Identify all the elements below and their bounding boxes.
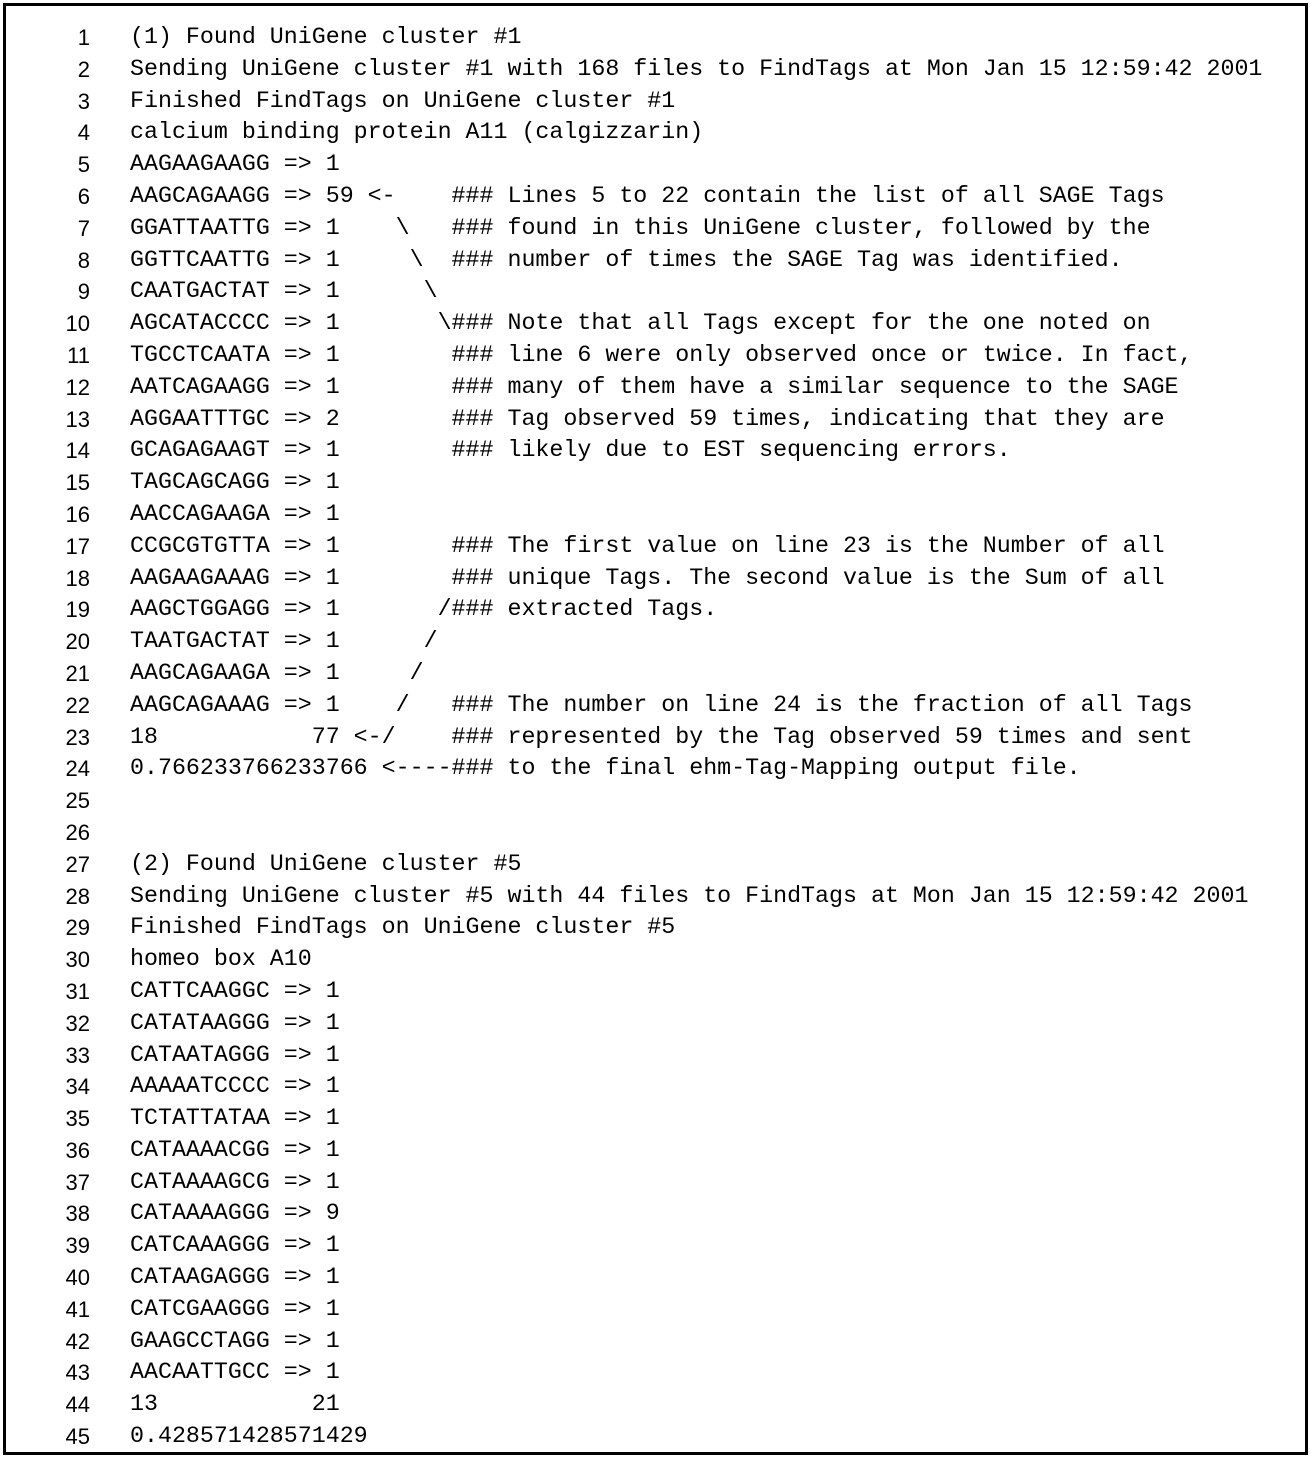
listing-line [6,1135,1305,1167]
line-number: 11 [67,342,90,368]
listing-line [6,245,1305,277]
listing-line [6,626,1305,658]
line-text: AACAATTGCC => 1 [130,1359,340,1386]
line-number: 17 [65,533,90,559]
line-number: 22 [65,692,90,718]
listing-line [6,1357,1305,1389]
line-number: 25 [65,788,90,814]
line-number: 7 [77,215,90,241]
line-text: GGTTCAATTG => 1 \ ### number of times the SAGE Tag was identified. [130,246,1123,273]
line-text: Finished FindTags on UniGene cluster #1 [130,87,676,114]
line-text: 0.428571428571429 [130,1423,368,1450]
line-number: 4 [77,120,90,146]
line-number: 34 [65,1074,90,1100]
line-number: 18 [65,565,90,591]
listing-line [6,276,1305,308]
listing-line [6,1421,1305,1453]
line-number: 39 [65,1233,90,1259]
line-number: 21 [65,660,90,686]
line-text: CATATAAGGG => 1 [130,1009,340,1036]
line-text: AAGCAGAAAG => 1 / ### The number on line 24 is the fraction of all Tags [130,691,1193,718]
listing-line [6,817,1305,849]
listing-line [6,1262,1305,1294]
line-number: 28 [65,883,90,909]
listing-line [6,881,1305,913]
listing-line [6,944,1305,976]
line-number: 37 [65,1169,90,1195]
listing-line [6,1167,1305,1199]
line-text: 18 77 <-/ ### represented by the Tag observed 59 times and sent [130,723,1193,750]
line-text: AAGCTGGAGG => 1 /### extracted Tags. [130,596,718,623]
line-number: 36 [65,1137,90,1163]
listing-line [6,1008,1305,1040]
line-number: 43 [65,1360,90,1386]
listing-line [6,531,1305,563]
line-number: 30 [65,947,90,973]
line-text: 0.766233766233766 <----### to the final ehm-Tag-Mapping output file. [130,755,1081,782]
line-text: Finished FindTags on UniGene cluster #5 [130,914,676,941]
listing-line [6,467,1305,499]
listing-line [6,499,1305,531]
line-number: 10 [65,311,90,337]
line-number: 27 [65,851,90,877]
listing-line [6,340,1305,372]
listing-line [6,117,1305,149]
line-number: 6 [77,183,90,209]
listing-line [6,308,1305,340]
listing-line [6,1230,1305,1262]
line-text: (1) Found UniGene cluster #1 [130,24,522,50]
line-text: AGCATACCCC => 1 \### Note that all Tags except for the one noted on [130,310,1151,337]
line-number: 41 [65,1296,90,1322]
line-text: AAGCAGAAGG => 59 <- ### Lines 5 to 22 contain the list of all SAGE Tags [130,182,1165,209]
line-text: CATCGAAGGG => 1 [130,1295,340,1322]
line-text: CCGCGTGTTA => 1 ### The first value on line 23 is the Number of all [130,532,1165,559]
line-text: CATAAAAGCG => 1 [130,1168,340,1195]
line-text: TCTATTATAA => 1 [130,1105,340,1132]
line-number: 20 [65,629,90,655]
listing-line [6,1071,1305,1103]
line-number: 35 [65,1106,90,1132]
listing-line [6,22,1305,54]
line-number: 38 [65,1201,90,1227]
listing-line [6,1040,1305,1072]
line-text: TGCCTCAATA => 1 ### line 6 were only observed once or twice. In fact, [130,341,1193,368]
listing-line [6,976,1305,1008]
line-number: 13 [65,406,90,432]
listing-line [6,1103,1305,1135]
line-text: TAATGACTAT => 1 / [130,628,438,655]
listing-line [6,149,1305,181]
listing-line [6,181,1305,213]
listing-line [6,753,1305,785]
line-text: calcium binding protein A11 (calgizzarin) [130,119,704,146]
listing-line [6,658,1305,690]
listing-line [6,372,1305,404]
line-text: CATAATAGGG => 1 [130,1041,340,1068]
line-text: (2) Found UniGene cluster #5 [130,850,522,877]
listing-line [6,404,1305,436]
line-text: CATAAAAGGG => 9 [130,1200,340,1227]
line-text: AACCAGAAGA => 1 [130,500,340,527]
line-number: 29 [65,915,90,941]
line-number: 42 [65,1328,90,1354]
line-text: AAGCAGAAGA => 1 / [130,659,424,686]
listing-line [6,690,1305,722]
listing-line [6,213,1305,245]
line-number: 15 [65,470,90,496]
line-number: 24 [65,756,90,782]
line-text: TAGCAGCAGG => 1 [130,469,340,496]
listing-line [6,435,1305,467]
listing-line [6,912,1305,944]
line-number: 32 [65,1010,90,1036]
line-number: 8 [77,247,90,273]
line-number: 23 [65,724,90,750]
line-text: CAATGACTAT => 1 \ [130,278,438,305]
listing-line [6,1326,1305,1358]
line-text: CATAAGAGGG => 1 [130,1264,340,1291]
line-text: Sending UniGene cluster #5 with 44 files to FindTags at Mon Jan 15 12:59:42 2001 [130,882,1249,909]
line-number: 16 [65,501,90,527]
line-text: homeo box A10 [130,946,312,973]
listing-line [6,1389,1305,1421]
line-number: 2 [77,56,90,82]
line-number: 14 [65,438,90,464]
line-text: AGGAATTTGC => 2 ### Tag observed 59 times, indicating that they are [130,405,1165,432]
listing-line [6,86,1305,118]
line-text: CATCAAAGGG => 1 [130,1232,340,1259]
line-text: 13 21 [130,1391,340,1418]
document-frame [3,3,1308,1455]
line-number: 19 [65,597,90,623]
listing-line [6,1198,1305,1230]
line-number: 31 [65,978,90,1004]
listing-line [6,849,1305,881]
line-text: GCAGAGAAGT => 1 ### likely due to EST sequencing errors. [130,437,1011,464]
line-text: AAGAAGAAAG => 1 ### unique Tags. The second value is the Sum of all [130,564,1165,591]
line-number: 1 [77,25,90,50]
line-number: 9 [77,279,90,305]
listing-line [6,594,1305,626]
code-listing [6,22,1305,1453]
line-number: 12 [65,374,90,400]
line-number: 45 [65,1424,90,1450]
listing-line [6,54,1305,86]
line-number: 5 [77,152,90,178]
listing-line [6,563,1305,595]
line-text: CATAAAACGG => 1 [130,1136,340,1163]
line-text: GGATTAATTG => 1 \ ### found in this UniGene cluster, followed by the [130,214,1151,241]
listing-line [6,722,1305,754]
line-text: CATTCAAGGC => 1 [130,977,340,1004]
line-number: 44 [65,1392,90,1418]
line-number: 33 [65,1042,90,1068]
line-text: Sending UniGene cluster #1 with 168 files to FindTags at Mon Jan 15 12:59:42 2001 [130,55,1263,82]
listing-line [6,785,1305,817]
line-text: AAGAAGAAGG => 1 [130,151,340,178]
line-text: AATCAGAAGG => 1 ### many of them have a similar sequence to the SAGE [130,373,1179,400]
line-text: GAAGCCTAGG => 1 [130,1327,340,1354]
listing-line [6,1294,1305,1326]
line-number: 26 [65,819,90,845]
line-number: 3 [77,88,90,114]
line-text: AAAAATCCCC => 1 [130,1073,340,1100]
line-number: 40 [65,1265,90,1291]
